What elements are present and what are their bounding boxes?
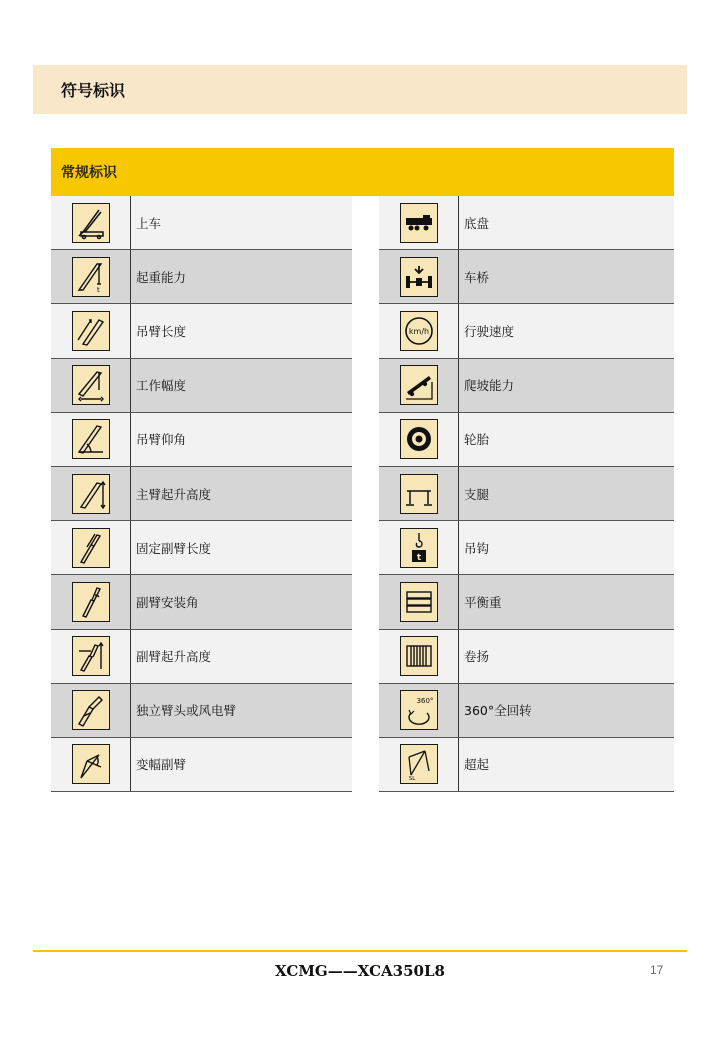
symbol-row — [51, 630, 352, 684]
boom-angle-icon — [72, 419, 110, 459]
main-boom-lift-height-icon — [72, 474, 110, 514]
symbol-row — [379, 738, 674, 792]
symbol-column-right — [379, 196, 674, 792]
symbol-row — [379, 521, 674, 575]
hook-icon — [400, 528, 438, 568]
lifting-capacity-icon — [72, 257, 110, 297]
symbol-row — [379, 630, 674, 684]
counterweight-icon — [400, 582, 438, 622]
symbol-label: 爬坡能力 — [464, 378, 515, 394]
symbol-label: 吊臂仰角 — [136, 432, 187, 448]
symbol-label: 吊钩 — [464, 540, 490, 556]
slew-degree-text: 360° — [416, 697, 433, 706]
symbol-label: 车桥 — [464, 269, 490, 285]
symbol-label: 起重能力 — [136, 269, 187, 285]
symbol-label: 底盘 — [464, 215, 490, 231]
boom-length-icon — [72, 311, 110, 351]
single-top-wind-boom-icon — [72, 690, 110, 730]
symbol-row — [51, 250, 352, 304]
chassis-icon — [400, 203, 438, 243]
jib-offset-angle-icon — [72, 582, 110, 622]
symbol-row — [379, 684, 674, 738]
symbol-label: 平衡重 — [464, 594, 502, 610]
symbol-label: 行驶速度 — [464, 323, 515, 339]
crane-superstructure-icon — [72, 203, 110, 243]
symbol-label: 副臂起升高度 — [136, 649, 212, 665]
travel-speed-icon — [400, 311, 438, 351]
superlift-abbr-text: SL — [408, 776, 415, 782]
symbol-row — [379, 575, 674, 629]
section-title: 符号标识 — [33, 65, 687, 114]
symbol-label: 吊臂长度 — [136, 323, 187, 339]
symbol-row — [379, 359, 674, 413]
svg-text:t: t — [96, 285, 100, 294]
symbol-row — [51, 521, 352, 575]
symbol-label: 上车 — [136, 215, 162, 231]
superlift-icon — [400, 744, 438, 784]
page-number: 17 — [650, 963, 664, 977]
jib-lift-height-icon — [72, 636, 110, 676]
footer-divider — [33, 950, 687, 952]
symbol-row — [51, 196, 352, 250]
outrigger-icon — [400, 474, 438, 514]
footer-brand: XCMG——XCA350L8 — [275, 962, 445, 980]
symbol-row — [379, 304, 674, 358]
symbol-label: 变幅副臂 — [136, 757, 187, 773]
luffing-jib-icon — [72, 744, 110, 784]
tire-icon — [400, 419, 438, 459]
symbol-row — [51, 304, 352, 358]
symbol-label: 支腿 — [464, 486, 490, 502]
symbol-label: 主臂起升高度 — [136, 486, 212, 502]
symbol-label: 副臂安装角 — [136, 594, 199, 610]
symbol-label: 卷扬 — [464, 649, 490, 665]
symbol-row — [51, 413, 352, 467]
working-radius-icon — [72, 365, 110, 405]
axle-icon — [400, 257, 438, 297]
symbol-label: 360°全回转 — [464, 703, 532, 719]
gradeability-icon — [400, 365, 438, 405]
symbol-label: 轮胎 — [464, 432, 490, 448]
symbol-label: 工作幅度 — [136, 378, 187, 394]
symbol-row — [379, 250, 674, 304]
symbol-column-left — [51, 196, 352, 792]
symbol-row — [379, 413, 674, 467]
symbol-label: 独立臂头或风电臂 — [136, 703, 237, 719]
symbol-row — [379, 467, 674, 521]
symbol-row — [51, 738, 352, 792]
speed-unit-text: km/h — [408, 326, 429, 336]
symbol-label: 超起 — [464, 757, 490, 773]
symbol-row — [51, 467, 352, 521]
slewing-360-icon — [400, 690, 438, 730]
symbol-row — [51, 575, 352, 629]
fixed-jib-length-icon — [72, 528, 110, 568]
hook-load-unit-text: t — [416, 552, 421, 563]
table-title: 常规标识 — [51, 148, 674, 196]
symbol-row — [51, 359, 352, 413]
symbol-row — [51, 684, 352, 738]
winch-icon — [400, 636, 438, 676]
symbol-row — [379, 196, 674, 250]
symbol-label: 固定副臂长度 — [136, 540, 212, 556]
